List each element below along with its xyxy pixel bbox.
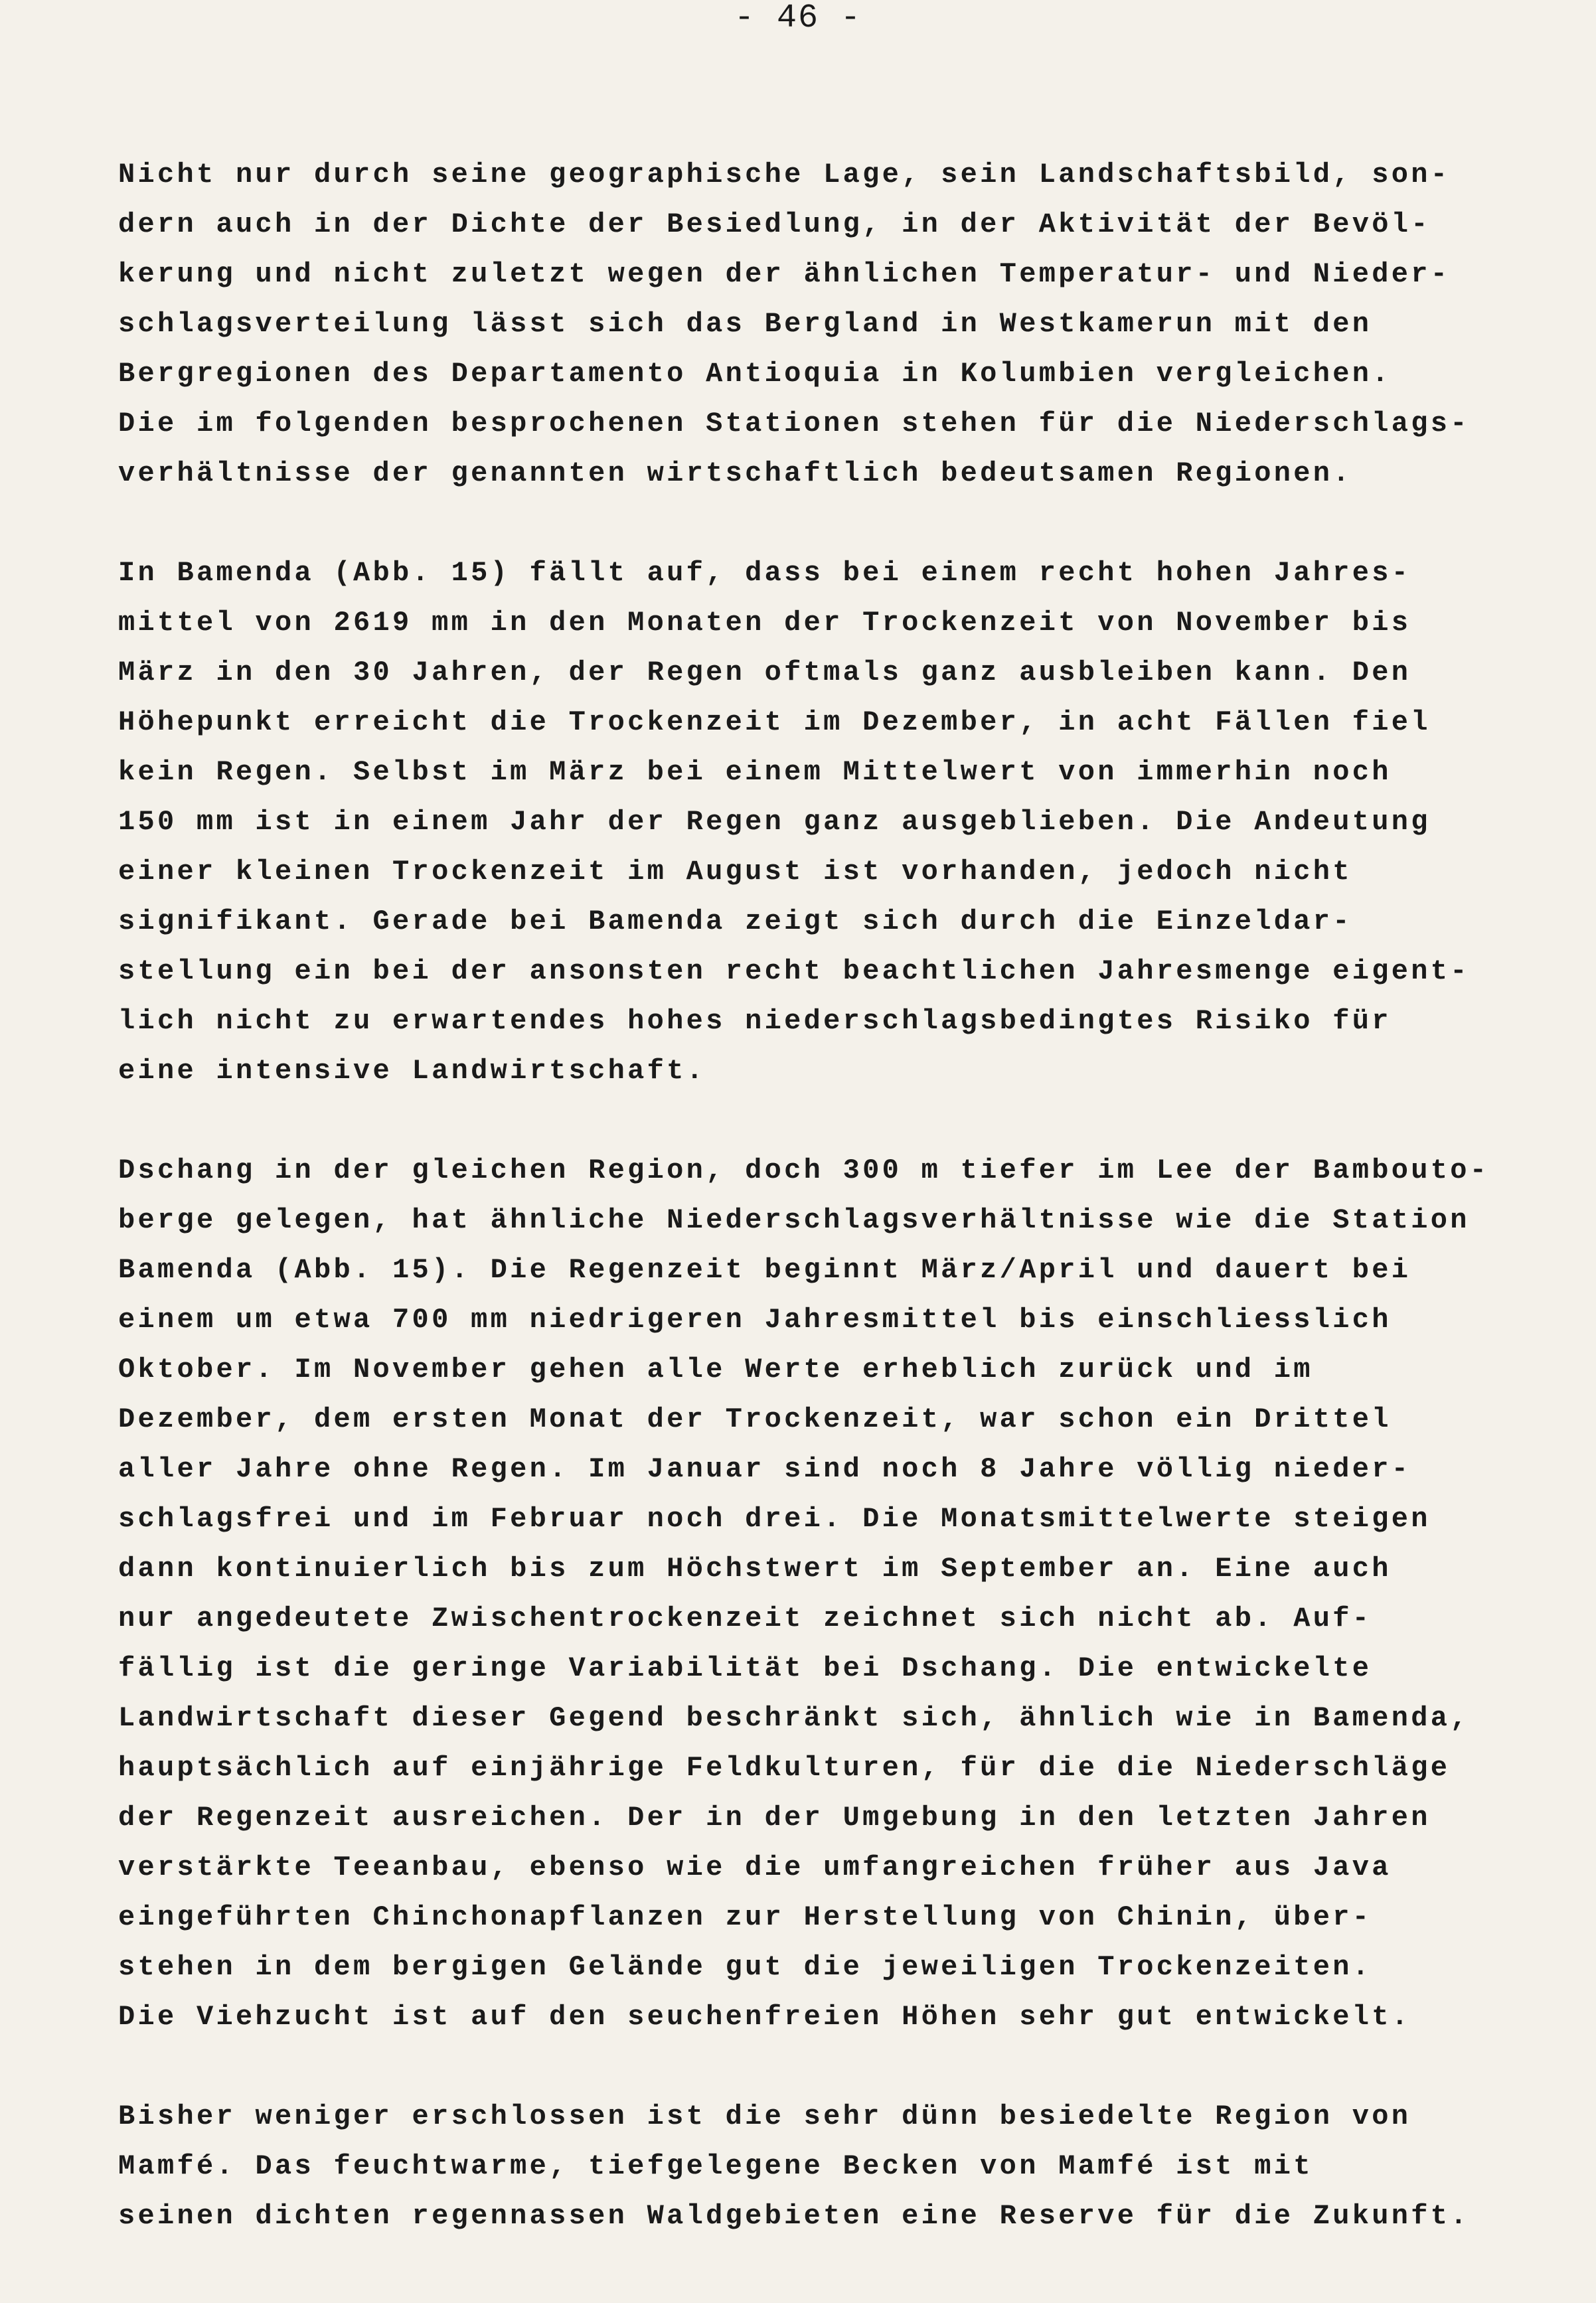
text-line: nur angedeutete Zwischentrockenzeit zeichnet sich nicht ab. Auf-: [118, 1603, 1372, 1634]
text-line: Dschang in der gleichen Region, doch 300 m tiefer im Lee der Bambouto-: [118, 1154, 1490, 1186]
text-line: Nicht nur durch seine geographische Lage, sein Landschaftsbild, son-: [118, 159, 1451, 191]
text-line: Oktober. Im November gehen alle Werte erheblich zurück und im: [118, 1354, 1313, 1386]
text-line: hauptsächlich auf einjährige Feldkulturen, für die die Niederschläge: [118, 1752, 1451, 1784]
text-line: 150 mm ist in einem Jahr der Regen ganz ausgeblieben. Die Andeutung: [118, 806, 1431, 838]
text-line: kein Regen. Selbst im März bei einem Mittelwert von immerhin noch: [118, 756, 1392, 788]
text-line: Bisher weniger erschlossen ist die sehr dünn besiedelte Region von: [118, 2101, 1411, 2132]
body-text: [118, 150, 1546, 2291]
text-line: seinen dichten regennassen Waldgebieten eine Reserve für die Zukunft.: [118, 2200, 1470, 2232]
text-line: März in den 30 Jahren, der Regen oftmals ganz ausbleiben kann. Den: [118, 657, 1411, 688]
text-line: schlagsfrei und im Februar noch drei. Die Monatsmittelwerte steigen: [118, 1503, 1431, 1535]
text-line: Bergregionen des Departamento Antioquia in Kolumbien vergleichen.: [118, 358, 1392, 390]
text-line: lich nicht zu erwartendes hohes niederschlagsbedingtes Risiko für: [118, 1005, 1392, 1037]
text-line: Bamenda (Abb. 15). Die Regenzeit beginnt März/April und dauert bei: [118, 1254, 1411, 1286]
text-line: Die im folgenden besprochenen Stationen stehen für die Niederschlags-: [118, 408, 1470, 439]
paragraph-geographic-comparison: [118, 150, 1546, 499]
text-line: Landwirtschaft dieser Gegend beschränkt sich, ähnlich wie in Bamenda,: [118, 1702, 1470, 1734]
text-line: verstärkte Teeanbau, ebenso wie die umfangreichen früher aus Java: [118, 1852, 1392, 1883]
text-line: In Bamenda (Abb. 15) fällt auf, dass bei einem recht hohen Jahres-: [118, 557, 1411, 589]
text-line: kerung und nicht zuletzt wegen der ähnlichen Temperatur- und Nieder-: [118, 258, 1451, 290]
text-line: stellung ein bei der ansonsten recht beachtlichen Jahresmenge eigent-: [118, 955, 1470, 987]
text-line: der Regenzeit ausreichen. Der in der Umgebung in den letzten Jahren: [118, 1802, 1431, 1834]
text-line: berge gelegen, hat ähnliche Niederschlagsverhältnisse wie die Station: [118, 1204, 1470, 1236]
text-line: Höhepunkt erreicht die Trockenzeit im Dezember, in acht Fällen fiel: [118, 706, 1431, 738]
text-line: Die Viehzucht ist auf den seuchenfreien Höhen sehr gut entwickelt.: [118, 2001, 1411, 2033]
text-line: dann kontinuierlich bis zum Höchstwert im September an. Eine auch: [118, 1553, 1392, 1585]
paragraph-mamfe: [118, 2092, 1546, 2241]
paragraph-bamenda: [118, 548, 1546, 1096]
text-line: schlagsverteilung lässt sich das Bergland in Westkamerun mit den: [118, 308, 1372, 340]
text-line: Dezember, dem ersten Monat der Trockenzeit, war schon ein Drittel: [118, 1403, 1392, 1435]
text-line: stehen in dem bergigen Gelände gut die jeweiligen Trockenzeiten.: [118, 1951, 1372, 1983]
text-line: einer kleinen Trockenzeit im August ist vorhanden, jedoch nicht: [118, 856, 1352, 888]
paragraph-dschang: [118, 1146, 1546, 2042]
text-line: Mamfé. Das feuchtwarme, tiefgelegene Becken von Mamfé ist mit: [118, 2150, 1313, 2182]
text-line: aller Jahre ohne Regen. Im Januar sind noch 8 Jahre völlig nieder-: [118, 1453, 1411, 1485]
text-line: einem um etwa 700 mm niedrigeren Jahresmittel bis einschliesslich: [118, 1304, 1392, 1336]
text-line: dern auch in der Dichte der Besiedlung, in der Aktivität der Bevöl-: [118, 208, 1431, 240]
page-number: - 46 -: [734, 0, 862, 37]
text-line: mittel von 2619 mm in den Monaten der Trockenzeit von November bis: [118, 607, 1411, 639]
text-line: verhältnisse der genannten wirtschaftlich bedeutsamen Regionen.: [118, 457, 1352, 489]
text-line: fällig ist die geringe Variabilität bei Dschang. Die entwickelte: [118, 1652, 1372, 1684]
text-line: eingeführten Chinchonapflanzen zur Herstellung von Chinin, über-: [118, 1901, 1372, 1933]
text-line: signifikant. Gerade bei Bamenda zeigt sich durch die Einzeldar-: [118, 906, 1352, 937]
text-line: eine intensive Landwirtschaft.: [118, 1055, 706, 1087]
